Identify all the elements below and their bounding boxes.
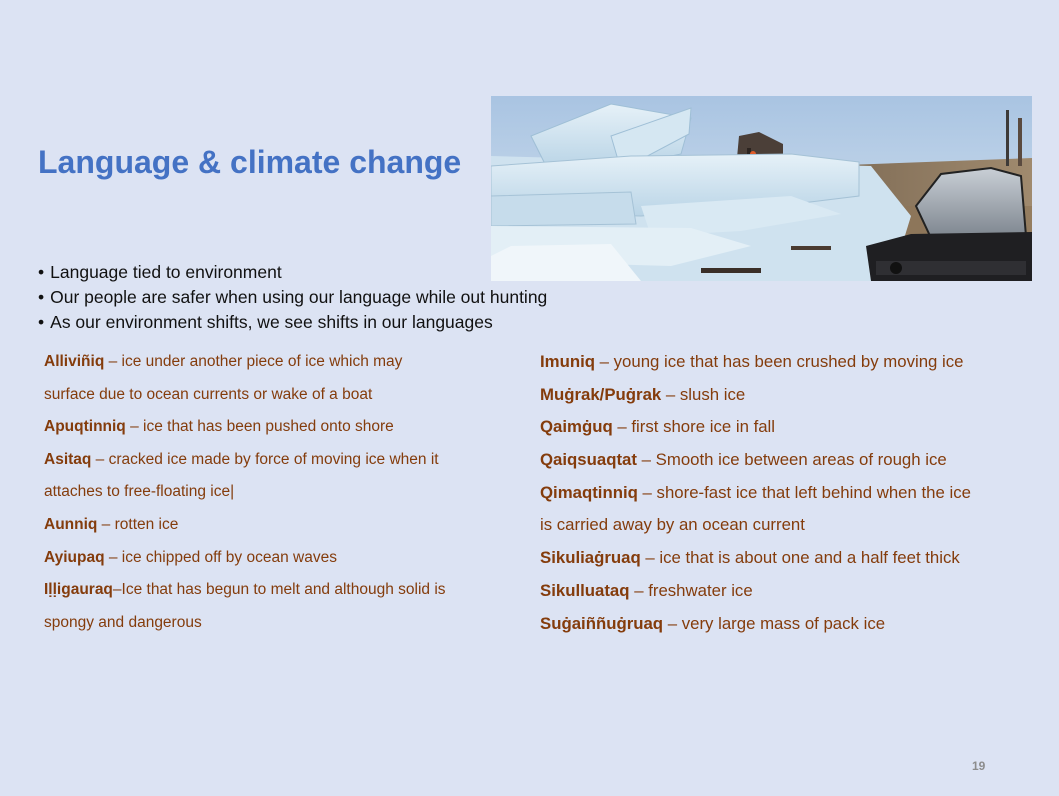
term-definition: – cracked ice made by force of moving ice when it: [91, 450, 439, 468]
term-word: Iḷḷigauraq: [44, 581, 113, 599]
term-definition-continued: [44, 476, 446, 509]
term-entry: [44, 574, 446, 607]
term-word: Qimaqtinniq: [540, 482, 638, 502]
page-number: 19: [972, 759, 986, 773]
term-word: Asitaq: [44, 450, 92, 468]
term-entry: [540, 444, 971, 477]
term-word: Qaiqsuaqtat: [540, 450, 637, 470]
term-definition: –Ice that has begun to melt and although solid is: [112, 581, 446, 599]
term-definition: – Smooth ice between areas of rough ice: [636, 450, 947, 470]
term-definition: – young ice that has been crushed by moving ice: [595, 352, 964, 371]
term-entry: [540, 575, 971, 608]
term-word: Sikuliaġruaq: [540, 548, 641, 568]
term-definition: is carried away by an ocean current: [540, 515, 805, 535]
term-entry: [44, 509, 446, 542]
term-definition: – very large mass of pack ice: [663, 613, 886, 633]
term-entry: [540, 477, 971, 510]
term-word: Alliviñiq: [44, 353, 105, 370]
term-word: Qaimġuq: [540, 417, 613, 437]
term-definition-continued: [44, 379, 446, 412]
term-entry: [44, 542, 446, 575]
term-entry: [540, 411, 971, 444]
term-definition: – ice that is about one and a half feet thick: [640, 548, 960, 568]
term-word: Apuqtinniq: [44, 418, 126, 436]
term-entry: [44, 411, 446, 444]
term-word: Suġaiññuġruaq: [540, 613, 664, 633]
ice-terms-left-column: [44, 346, 446, 639]
term-definition: spongy and dangerous: [44, 613, 202, 631]
term-definition: – rotten ice: [97, 515, 179, 533]
term-word: Sikulluataq: [540, 580, 630, 600]
term-definition: attaches to free-floating ice|: [44, 483, 235, 501]
term-entry: [540, 608, 971, 641]
term-word: Muġrak/Puġrak: [540, 384, 662, 404]
term-definition: – freshwater ice: [629, 580, 753, 600]
term-definition: surface due to ocean currents or wake of a boat: [44, 385, 373, 403]
term-entry: [540, 542, 971, 575]
term-word: Imuniq: [540, 352, 595, 371]
term-entry: [540, 379, 971, 412]
term-entry: [540, 346, 971, 379]
ice-terms-right-column: [540, 346, 971, 640]
bullet-item: • As our environment shifts, we see shifts in our languages: [38, 310, 547, 335]
bullet-list: [38, 260, 547, 335]
bullet-item: • Our people are safer when using our language while out hunting: [38, 285, 547, 310]
term-definition: – first shore ice in fall: [612, 417, 776, 437]
slide-title: Language & climate change: [38, 144, 462, 180]
shore-ice-photo: [491, 96, 1032, 281]
term-definition-continued: [540, 509, 971, 542]
term-definition: – shore-fast ice that left behind when the ice: [637, 482, 971, 502]
term-definition: – ice chipped off by ocean waves: [104, 548, 337, 566]
term-definition: – slush ice: [661, 384, 746, 404]
term-definition-continued: [44, 607, 446, 640]
term-entry: [44, 444, 446, 477]
term-definition: – ice that has been pushed onto shore: [125, 418, 394, 436]
term-word: Ayiupaq: [44, 548, 105, 566]
term-entry: [44, 346, 446, 379]
term-definition: – ice under another piece of ice which may: [104, 353, 403, 370]
bullet-item: • Language tied to environment: [38, 260, 547, 285]
term-word: Aunniq: [44, 515, 98, 533]
